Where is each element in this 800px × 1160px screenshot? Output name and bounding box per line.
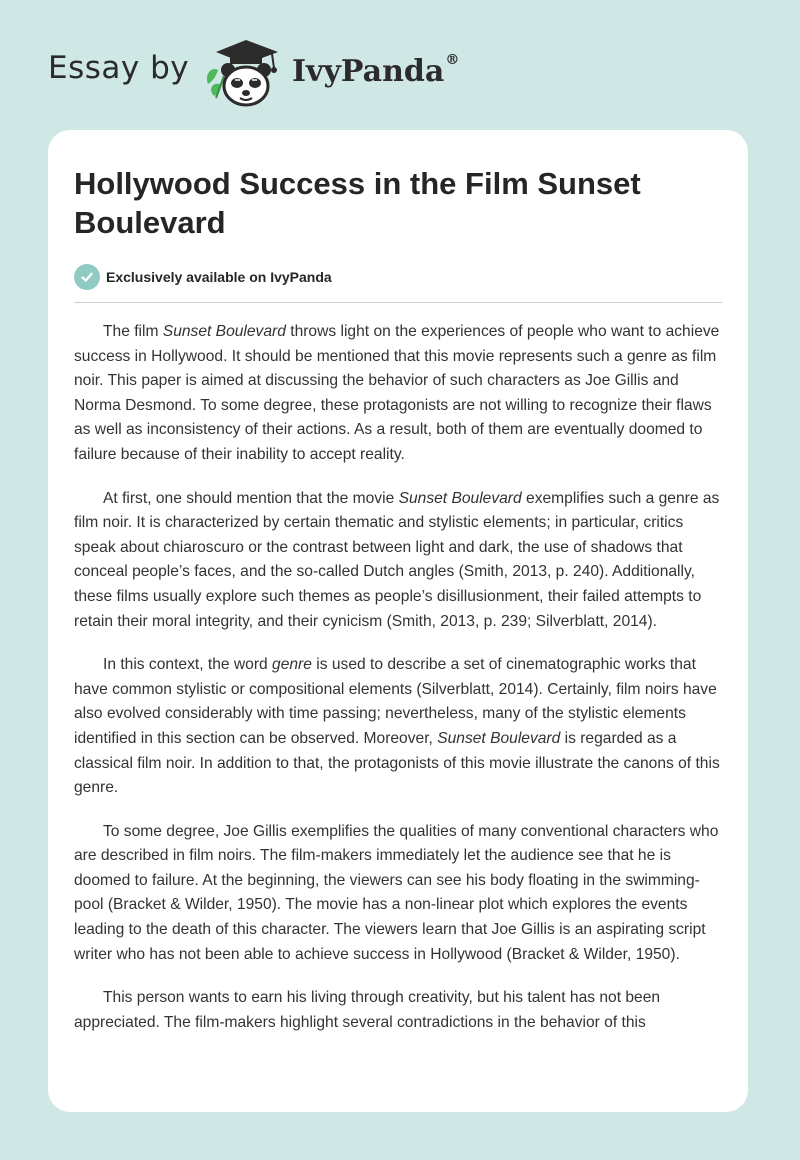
film-title: Sunset Boulevard [398,489,522,507]
paragraph-text: is used to describe a set of cinematographic works that have common stylistic or compositional elements (Silverblatt, 2014). Certainly, film noirs have also evolved considerably with time passing; nevertheless, many of the stylistic elements identified in this section can be observed. Moreover, [74,656,717,747]
paragraph-text: throws light on the experiences of people who want to achieve success in Hollywood. It should be mentioned that this movie represents such a genre as film noir. This paper is aimed at discussing the behavior of such characters as Joe Gillis and Norma Desmond. To some degree, these protagonists are not willing to recognize their flaws as well as inconsistency of their actions. As a result, both of them are eventually doomed to failure because of their inability to accept reality. [74,323,720,463]
divider [74,302,722,303]
essay-card [48,130,748,1112]
paragraph [74,320,726,468]
paragraph-text: To some degree, Joe Gillis exemplifies the qualities of many conventional characters who are described in film noirs. The film-makers immediately let the audience see that he is doomed to failure. At the beginning, the viewers can see his body floating in the swimming-pool (Bracket & Wilder, 1950). The movie has a non-linear plot which explores the events leading to the death of this character. The viewers learn that Joe Gillis is an aspirating script writer who has not been able to achieve success in Hollywood (Bracket & Wilder, 1950). [74,822,719,963]
brand-text: IvyPanda [292,54,445,89]
paragraph-text: In this context, the word [103,656,273,674]
site-header [0,0,800,130]
trademark-symbol: ® [445,52,460,68]
paragraph [74,820,726,968]
essay-body [74,320,726,1054]
paragraph [74,986,726,1035]
film-title: Sunset Boulevard [437,729,561,747]
paragraph-text: exemplifies such a genre as film noir. It is characterized by certain thematic and stylistic elements; in particular, critics speak about chiaroscuro or the contrast between light and dark, the use of shadows that conceal people’s faces, and the so-called Dutch angles (Smith, 2013, p. 240). Additionally, these films usually explore such themes as people’s disillusionment, their failed attempts to retain their moral integrity, and their cynicism (Smith, 2013, p. 239; Silverblatt, 2014). [74,489,720,630]
paragraph-text: is regarded as a classical film noir. In addition to that, the protagonists of this movie illustrate the canons of this genre. [74,729,720,797]
brand-name[interactable] [292,54,459,89]
film-title: Sunset Boulevard [162,323,286,340]
exclusive-badge [74,263,332,291]
paragraph-text: The film [103,323,163,340]
paragraph-text: At first, one should mention that the movie [103,489,399,507]
emphasized-term: genre [272,656,312,674]
paragraph-text: This person wants to earn his living through creativity, but his talent has not been appreciated. The film-makers highlight several contradictions in the behavior of this [74,989,661,1031]
panda-graduate-icon [202,36,284,108]
exclusive-badge-label: Exclusively available on IvyPanda [106,269,332,285]
paragraph [74,487,726,635]
essay-by-label: Essay by [48,50,190,86]
page-title: Hollywood Success in the Film Sunset Boulevard [74,166,641,240]
paragraph [74,653,726,801]
checkmark-icon [74,264,100,290]
